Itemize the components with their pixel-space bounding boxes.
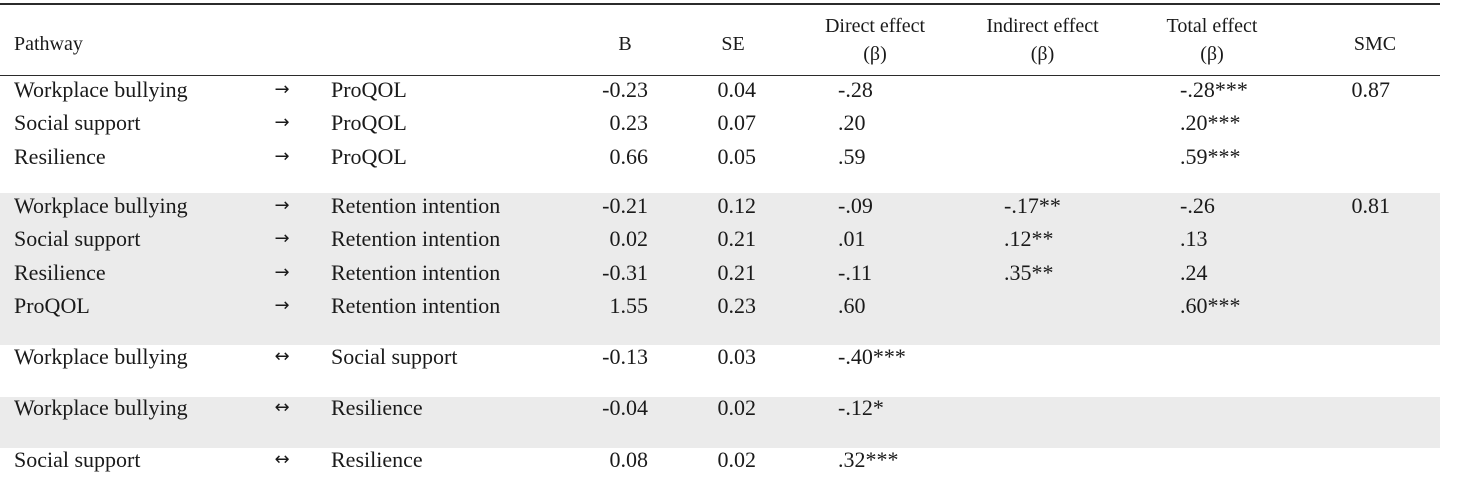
cell-arrow: ↔: [274, 449, 290, 470]
cell-to: ProQOL: [331, 143, 407, 169]
header-direct-effect: Direct effect (β): [824, 15, 926, 65]
cell-direct: -.12*: [838, 395, 884, 420]
cell-b: 1.55: [609, 292, 648, 318]
cell-arrow: ↔: [274, 397, 290, 418]
header-pathway: Pathway: [14, 33, 83, 55]
cell-b: -0.13: [602, 344, 648, 369]
cell-from: Resilience: [14, 259, 106, 285]
header-smc: SMC: [1353, 33, 1397, 55]
cell-arrow: →: [274, 261, 290, 283]
cell-to: ProQOL: [331, 77, 407, 102]
cell-total: .60***: [1180, 292, 1241, 318]
cell-se: 0.07: [717, 110, 756, 136]
cell-direct: -.28: [838, 77, 873, 102]
cell-direct: .32***: [838, 447, 899, 472]
cell-from: Workplace bullying: [14, 395, 188, 420]
cell-total: .24: [1180, 259, 1208, 285]
cell-from: Workplace bullying: [14, 344, 188, 369]
cell-se: 0.21: [717, 226, 756, 252]
header-total-effect: Total effect (β): [1166, 15, 1258, 65]
cell-b: -0.23: [602, 77, 648, 102]
cell-total: .13: [1180, 226, 1208, 252]
cell-from: Workplace bullying: [14, 193, 188, 218]
cell-direct: .20: [838, 110, 866, 136]
cell-b: -0.04: [602, 395, 648, 420]
cell-to: Retention intention: [331, 193, 501, 218]
cell-direct: -.40***: [838, 344, 906, 369]
cell-b: -0.31: [602, 259, 648, 285]
cell-to: Resilience: [331, 447, 423, 472]
cell-to: Retention intention: [331, 259, 501, 285]
cell-to: Resilience: [331, 395, 423, 420]
cell-se: 0.02: [717, 395, 756, 420]
cell-direct: .60: [838, 292, 866, 318]
header-indirect-effect: Indirect effect (β): [986, 15, 1099, 65]
cell-arrow: ↔: [274, 346, 290, 367]
cell-total: .59***: [1180, 143, 1241, 169]
cell-b: 0.66: [609, 143, 648, 169]
cell-from: Social support: [14, 447, 141, 472]
cell-total: -.28***: [1180, 77, 1248, 102]
cell-to: ProQOL: [331, 110, 407, 136]
cell-indirect: .12**: [1004, 226, 1054, 252]
cell-b: 0.08: [609, 447, 648, 472]
cell-total: .20***: [1180, 110, 1241, 136]
cell-se: 0.05: [717, 143, 756, 169]
cell-indirect: -.17**: [1004, 193, 1061, 218]
cell-to: Retention intention: [331, 292, 501, 318]
cell-indirect: .35**: [1004, 259, 1054, 285]
cell-se: 0.04: [717, 77, 756, 102]
cell-arrow: →: [274, 195, 290, 216]
cell-from: Workplace bullying: [14, 77, 188, 102]
cell-total: -.26: [1180, 193, 1215, 218]
cell-from: Social support: [14, 226, 141, 252]
cell-b: -0.21: [602, 193, 648, 218]
cell-b: 0.02: [609, 226, 648, 252]
cell-direct: .59: [838, 143, 866, 169]
cell-arrow: →: [274, 112, 290, 134]
cell-direct: -.09: [838, 193, 873, 218]
header-b: B: [618, 33, 632, 55]
cell-from: ProQOL: [14, 292, 90, 318]
cell-se: 0.03: [717, 344, 756, 369]
cell-arrow: →: [274, 145, 290, 167]
cell-from: Social support: [14, 110, 141, 136]
cell-direct: -.11: [838, 259, 873, 285]
cell-b: 0.23: [609, 110, 648, 136]
cell-to: Retention intention: [331, 226, 501, 252]
cell-smc: 0.81: [1351, 193, 1390, 218]
cell-se: 0.21: [717, 259, 756, 285]
cell-to: Social support: [331, 344, 458, 369]
table-top-rule: [0, 3, 1440, 5]
cell-direct: .01: [838, 226, 866, 252]
cell-arrow: →: [274, 294, 290, 316]
cell-arrow: →: [274, 79, 290, 100]
cell-from: Resilience: [14, 143, 106, 169]
cell-smc: 0.87: [1351, 77, 1390, 102]
cell-se: 0.12: [717, 193, 756, 218]
header-se: SE: [721, 33, 745, 55]
cell-se: 0.23: [717, 292, 756, 318]
cell-se: 0.02: [717, 447, 756, 472]
cell-arrow: →: [274, 228, 290, 250]
